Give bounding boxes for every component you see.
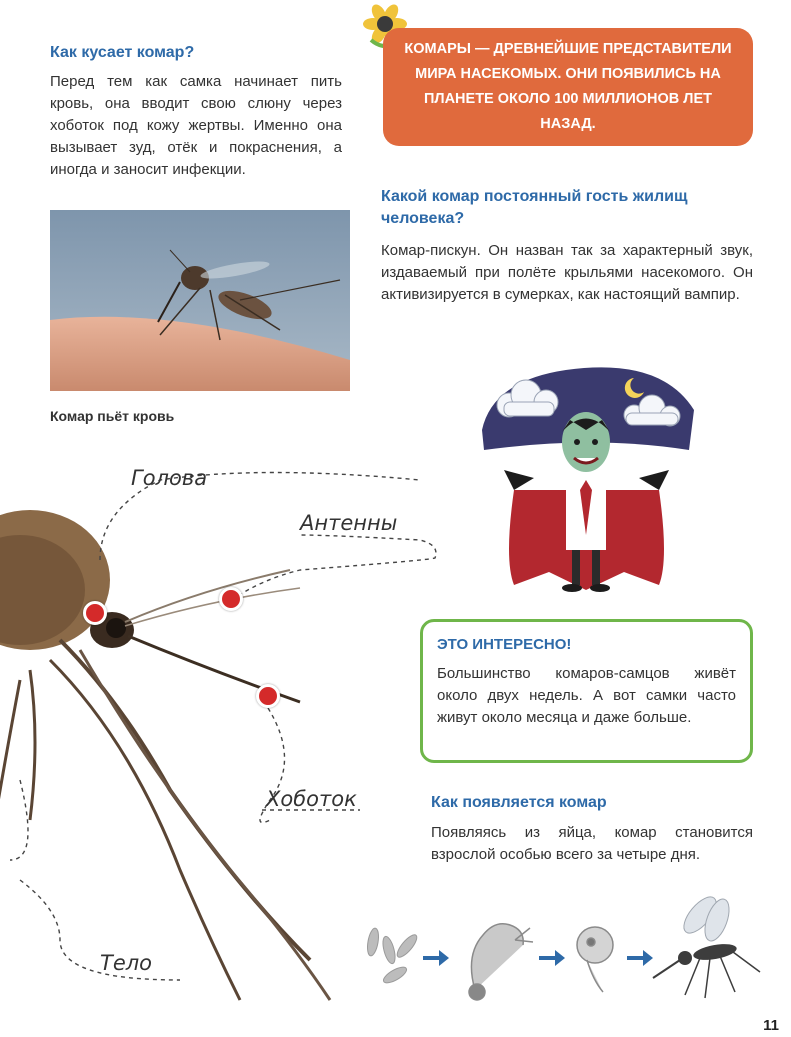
label-proboscis: Хоботок bbox=[266, 787, 357, 811]
mosquito-photo bbox=[50, 210, 350, 391]
section-heading-house-mosquito: Какой комар постоянный гость жилищ человека? bbox=[381, 188, 688, 227]
arrow-right-icon bbox=[627, 950, 653, 966]
section-heading-bite: Как кусает комар? bbox=[50, 44, 195, 61]
fact-callout bbox=[383, 28, 753, 146]
label-head: Голова bbox=[131, 466, 208, 490]
label-body: Тело bbox=[100, 951, 153, 975]
marker-proboscis bbox=[256, 684, 280, 708]
section-text-lifecycle: Появляясь из яйца, комар становится взрослой особью всего за четыре дня. bbox=[431, 824, 753, 863]
arrow-right-icon bbox=[539, 950, 565, 966]
photo-caption: Комар пьёт кровь bbox=[50, 408, 175, 424]
interesting-fact-text: Большинство комаров-самцов живёт около двух недель. А вот самки часто живут около месяца и даже больше. bbox=[437, 665, 736, 726]
vampire-illustration bbox=[474, 350, 699, 595]
section-heading-lifecycle: Как появляется комар bbox=[431, 794, 607, 811]
section-text-bite: Перед тем как самка начинает пить кровь, она вводит свою слюну через хоботок под кожу жертвы. Именно она вызывает зуд, отёк и покраснения, а иногда и заносит инфекции. bbox=[50, 73, 342, 178]
mosquito-anatomy-drawing bbox=[0, 440, 480, 1020]
page-number: 11 bbox=[763, 1017, 779, 1034]
section-text-house-mosquito: Комар-пискун. Он назван так за характерный звук, издаваемый при полёте крыльями насекомого. Он активизируется в сумерках, как настоящий вампир. bbox=[381, 242, 753, 303]
marker-antennae bbox=[219, 587, 243, 611]
interesting-fact-title: ЭТО ИНТЕРЕСНО! bbox=[437, 636, 572, 653]
fact-callout-text: КОМАРЫ — ДРЕВНЕЙШИЕ ПРЕДСТАВИТЕЛИ МИРА НАСЕКОМЫХ. ОНИ ПОЯВИЛИСЬ НА ПЛАНЕТЕ ОКОЛО 100 МИЛЛИОНОВ ЛЕТ НАЗАД. bbox=[404, 41, 732, 132]
marker-head bbox=[83, 601, 107, 625]
label-antennae: Антенны bbox=[300, 511, 398, 535]
